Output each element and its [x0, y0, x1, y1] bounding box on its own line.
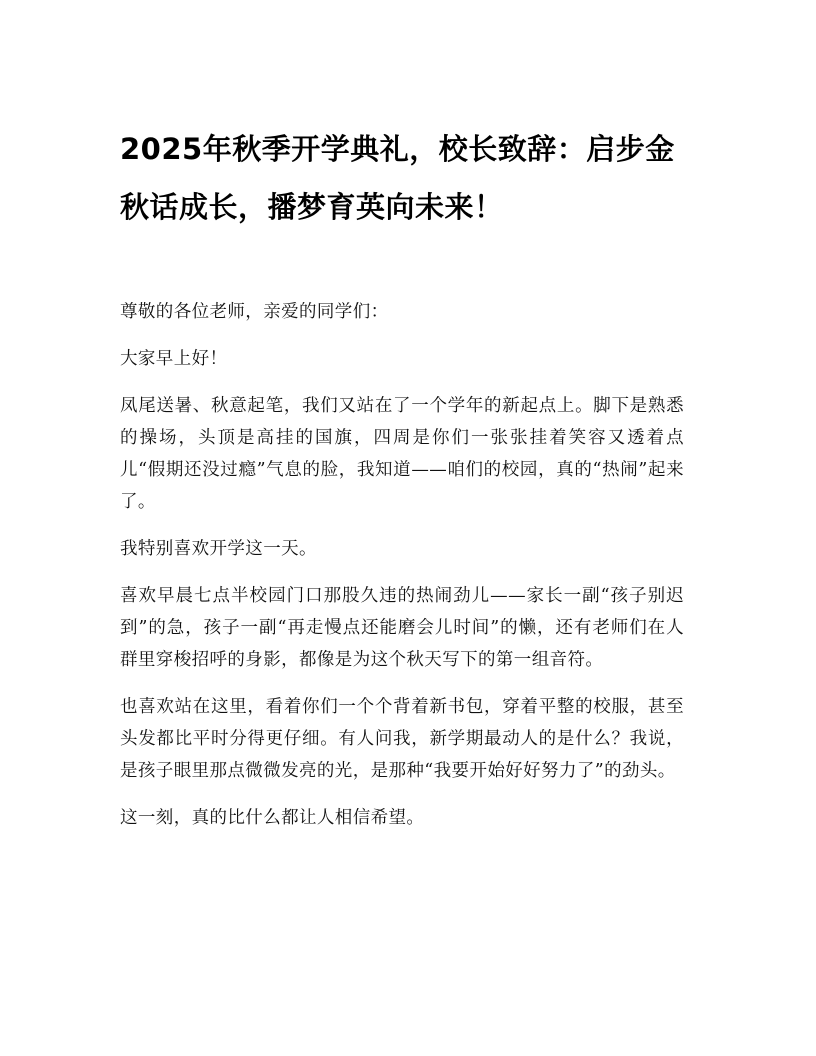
- document-page: [120, 120, 684, 849]
- document-body: [120, 296, 684, 834]
- paragraph: 我特别喜欢开学这一天。: [120, 539, 317, 559]
- paragraph-greeting: 大家早上好！: [120, 349, 228, 369]
- paragraph-salutation: 尊敬的各位老师，亲爱的同学们：: [120, 302, 389, 322]
- paragraph: 喜欢早晨七点半校园门口那股久违的热闹劲儿——家长一副“孩子别迟到”的急，孩子一副“再走慢点还能磨会儿时间”的懒，还有老师们在人群里穿梭招呼的身影，都像是为这个秋天写下的第一组音符。: [120, 586, 684, 670]
- paragraph: 也喜欢站在这里，看着你们一个个背着新书包，穿着平整的校服，甚至头发都比平时分得更仔细。有人问我，新学期最动人的是什么？我说，是孩子眼里那点微微发亮的光，是那种“我要开始好好努力了”的劲头。: [120, 697, 684, 781]
- paragraph: 这一刻，真的比什么都让人相信希望。: [120, 808, 425, 828]
- paragraph: 凤尾送暑、秋意起笔，我们又站在了一个学年的新起点上。脚下是熟悉的操场，头顶是高挂的国旗，四周是你们一张张挂着笑容又透着点儿“假期还没过瘾”气息的脸，我知道——咱们的校园，真的“热闹”起来了。: [120, 396, 684, 512]
- document-title: 2025年秋季开学典礼，校长致辞：启步金秋话成长，播梦育英向未来！: [120, 132, 675, 224]
